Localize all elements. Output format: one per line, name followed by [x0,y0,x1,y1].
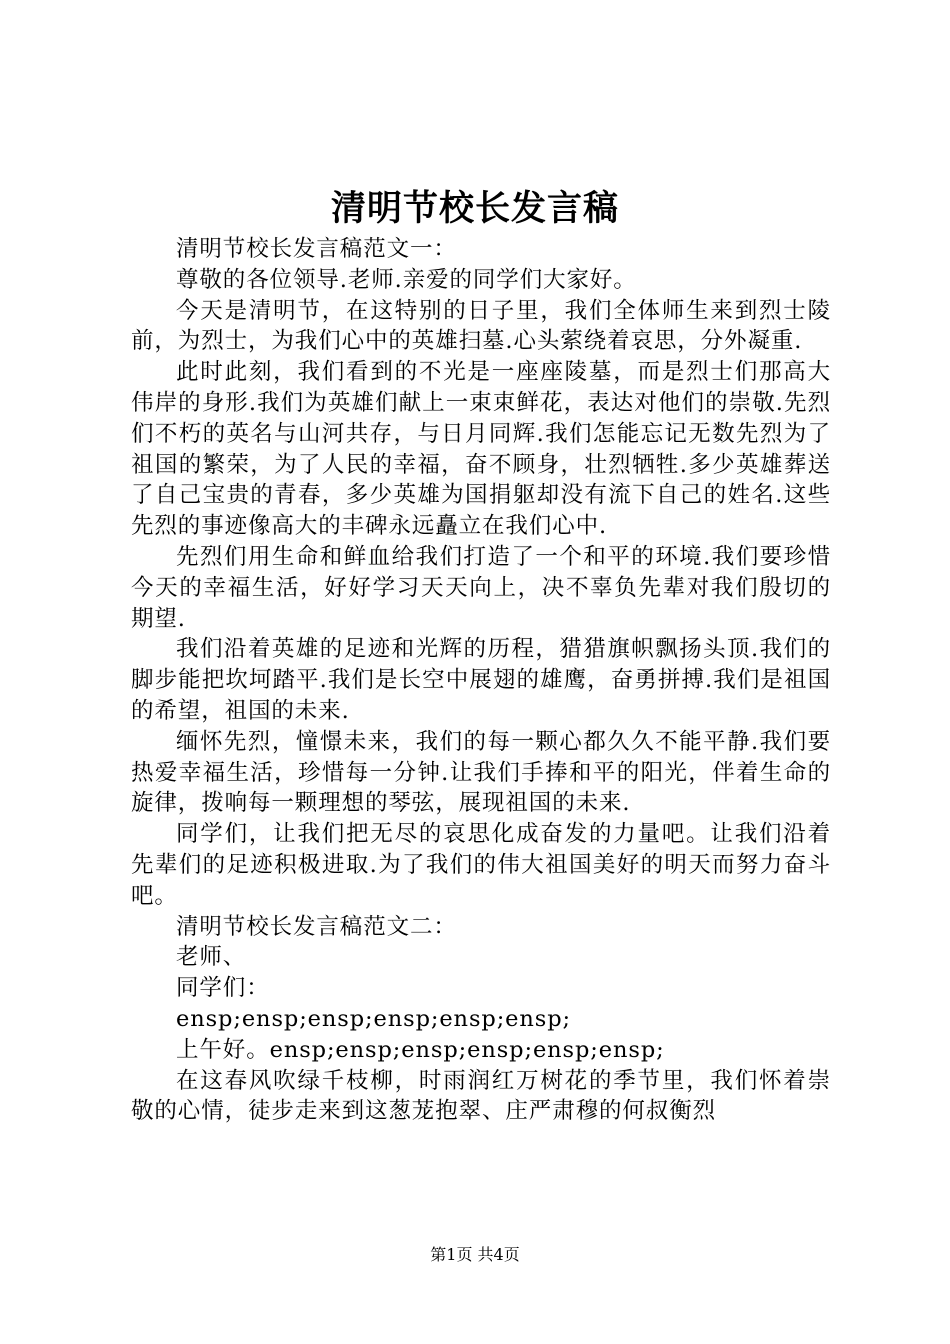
paragraph-greeting: 上午好。ensp;ensp;ensp;ensp;ensp;ensp; [176,1036,665,1063]
paragraph-body: 此时此刻，我们看到的不光是一座座陵墓，而是烈士们那高大伟岸的身形.我们为英雄们献上一束束鲜花，表达对他们的崇敬.先烈们不朽的英名与山河共存，与日月同辉.我们怎能忘记无数先烈为了祖国的繁荣，为了人民的幸福，奋不顾身，壮烈牺牲.多少英雄葬送了自己宝贵的青春，多少英雄为国捐躯却没有流下自己的姓名.这些先烈的事迹像高大的丰碑永远矗立在我们心中. [131,359,831,540]
paragraph-body: 先烈们用生命和鲜血给我们打造了一个和平的环境.我们要珍惜今天的幸福生活，好好学习天天向上，决不辜负先辈对我们殷切的期望. [131,543,831,632]
paragraph-spacer-text: ensp;ensp;ensp;ensp;ensp;ensp; [176,1005,572,1032]
paragraph-salutation: 同学们： [176,975,270,1002]
paragraph-greeting: 尊敬的各位领导.老师.亲爱的同学们大家好。 [176,266,637,293]
paragraph-body: 我们沿着英雄的足迹和光辉的历程，猎猎旗帜飘扬头顶.我们的脚步能把坎坷踏平.我们是长空中展翅的雄鹰，奋勇拼搏.我们是祖国的希望，祖国的未来. [131,636,831,724]
paragraph-body: 缅怀先烈，憧憬未来，我们的每一颗心都久久不能平静.我们要热爱幸福生活，珍惜每一分钟.让我们手捧和平的阳光，伴着生命的旋律，拨响每一颗理想的琴弦，展现祖国的未来. [131,728,831,817]
paragraph-salutation: 老师、 [176,944,247,971]
paragraph-sample-one-heading: 清明节校长发言稿范文一： [176,236,457,262]
paragraph-sample-two-heading: 清明节校长发言稿范文二： [176,913,457,940]
paragraph-body: 同学们，让我们把无尽的哀思化成奋发的力量吧。让我们沿着先辈们的足迹积极进取.为了我们的伟大祖国美好的明天而努力奋斗吧。 [131,821,831,909]
document-body [131,234,831,1127]
document-title: 清明节校长发言稿 [330,188,619,229]
page-footer: 第1页 共4页 [430,1245,520,1264]
paragraph-body: 今天是清明节，在这特别的日子里，我们全体师生来到烈士陵前，为烈士，为我们心中的英雄扫墓.心头萦绕着哀思，分外凝重. [131,297,831,355]
paragraph-body: 在这春风吹绿千枝柳，时雨润红万树花的季节里，我们怀着崇敬的心情，徒步走来到这葱茏抱翠、庄严肃穆的何叔衡烈 [131,1067,831,1125]
